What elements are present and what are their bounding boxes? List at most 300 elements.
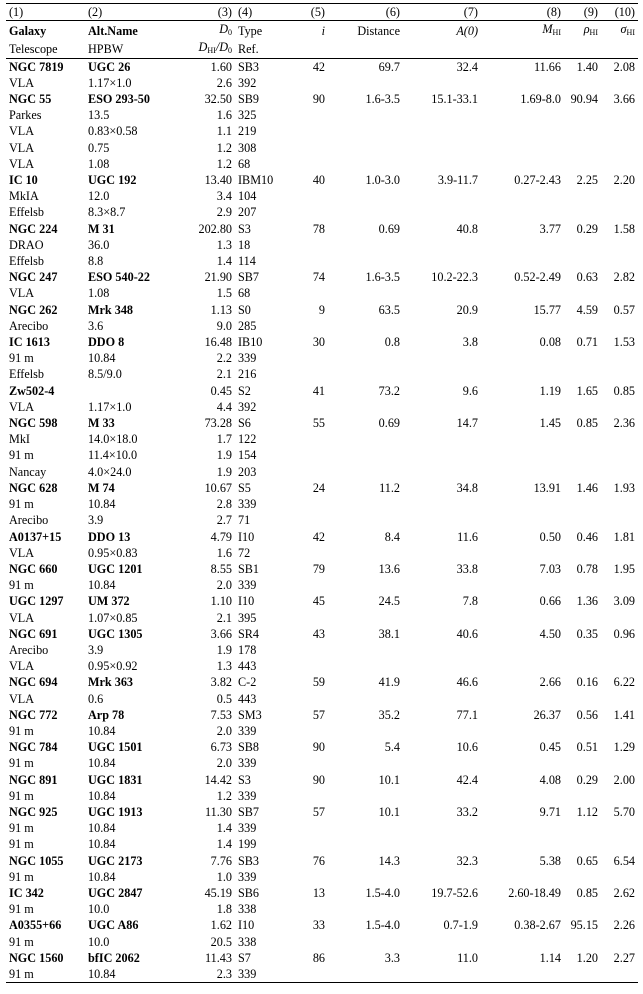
a0-value: 33.2 [456,804,478,819]
galaxy-name: NGC 224 [9,221,58,236]
telescope-name: 91 m [9,869,34,884]
galaxy-row [6,593,638,609]
header-row-1 [6,21,638,40]
empty-cell [328,366,403,382]
hpbw-value: 10.84 [88,869,116,884]
sigmahi-value: 5.70 [613,804,635,819]
dhi-d0-value: 1.6 [216,108,232,123]
galaxy-row [6,772,638,788]
mhi-value: 2.66 [539,675,561,690]
header-d0 [171,21,235,40]
empty-cell [481,237,564,253]
empty-cell [293,366,328,382]
a0-value: 3.8 [462,335,478,350]
empty-cell [293,253,328,269]
alt-name: UGC 1305 [88,626,143,641]
rhohi-value: 0.35 [576,626,598,641]
hpbw-value: 3.9 [88,642,104,657]
empty-cell [481,577,564,593]
empty-cell [601,788,638,804]
header-blank-7 [403,39,481,58]
galaxy-name: NGC 691 [9,626,58,641]
dhi-d0-value: 1.5 [216,286,232,301]
d0-value: 14.42 [204,772,232,787]
empty-cell [293,610,328,626]
sigmahi-value: 0.57 [613,302,635,317]
galaxy-name: IC 1613 [9,335,50,350]
header-blank-8 [481,39,564,58]
d0-value: 1.10 [210,594,232,609]
empty-cell [293,75,328,91]
empty-cell [601,545,638,561]
header-mhi [481,21,564,40]
header-inclination: i [321,24,325,39]
empty-cell [293,512,328,528]
d0-value: 21.90 [204,270,232,285]
inclination-value: 76 [312,853,325,868]
empty-cell [564,788,601,804]
empty-cell [564,237,601,253]
empty-cell [564,836,601,852]
empty-cell [293,966,328,983]
telescope-name: Arecibo [9,318,49,333]
galaxy-name: NGC 1560 [9,950,64,965]
galaxy-name: NGC 772 [9,707,58,722]
empty-cell [328,820,403,836]
d0-value: 11.30 [205,804,232,819]
distance-value: 35.2 [378,707,400,722]
empty-cell [328,496,403,512]
rhohi-value: 90.94 [570,92,598,107]
ref-value: 308 [238,140,257,155]
inclination-value: 78 [312,221,325,236]
sigmahi-value: 6.22 [613,675,635,690]
mhi-value: 7.03 [539,561,561,576]
empty-cell [564,820,601,836]
ref-value: 339 [238,351,257,366]
ref-value: 203 [238,464,257,479]
empty-cell [328,431,403,447]
empty-cell [481,447,564,463]
d0-value: 6.73 [210,740,232,755]
rhohi-value: 0.46 [576,529,598,544]
a0-value: 10.6 [456,740,478,755]
telescope-name: 91 m [9,723,34,738]
dhi-d0-value: 2.7 [216,513,232,528]
empty-cell [293,140,328,156]
empty-cell [564,431,601,447]
ref-value: 122 [238,432,257,447]
telescope-name: MkI [9,432,30,447]
empty-cell [403,107,481,123]
d0-value: 1.13 [210,302,232,317]
mhi-value: 0.50 [539,529,561,544]
ref-value: 219 [238,124,257,139]
galaxy-name: NGC 694 [9,675,58,690]
telescope-name: DRAO [9,237,44,252]
sigmahi-value: 0.96 [613,626,635,641]
empty-cell [328,204,403,220]
galaxy-name: NGC 1055 [9,853,64,868]
alt-name: M 31 [88,221,115,236]
empty-cell [328,788,403,804]
type-value: SB1 [238,561,260,576]
header-blank-10 [601,39,638,58]
observation-row [6,464,638,480]
empty-cell [481,658,564,674]
empty-cell [328,237,403,253]
telescope-name: Parkes [9,108,42,123]
alt-name: UGC 192 [88,173,137,188]
alt-name: UGC 26 [88,59,131,74]
col-num-7: (7) [403,4,481,21]
alt-name: UGC 1831 [88,772,143,787]
galaxy-row [6,674,638,690]
empty-cell [564,140,601,156]
dhi-d0-value: 1.2 [216,788,232,803]
empty-cell [328,610,403,626]
sigmahi-value: 2.26 [613,918,635,933]
empty-cell [328,836,403,852]
observation-row [6,869,638,885]
hpbw-value: 14.0×18.0 [88,432,138,447]
rhohi-value: 0.71 [576,335,598,350]
empty-cell [293,869,328,885]
ref-value: 71 [238,513,251,528]
hpbw-value: 10.84 [88,351,116,366]
galaxy-name: NGC 262 [9,302,58,317]
empty-cell [403,642,481,658]
empty-cell [601,691,638,707]
dhi-d0-value: 2.2 [216,351,232,366]
header-d0-sub: 0 [228,28,232,38]
alt-name: Mrk 348 [88,302,134,317]
empty-cell [328,464,403,480]
dhi-d0-value: 2.8 [216,497,232,512]
distance-value: 13.6 [378,561,400,576]
col-num-9: (9) [564,4,601,21]
empty-cell [328,755,403,771]
telescope-name: VLA [9,286,35,301]
galaxy-row [6,383,638,399]
observation-row [6,512,638,528]
galaxy-row [6,739,638,755]
mhi-value: 15.77 [533,302,561,317]
telescope-name: VLA [9,75,35,90]
telescope-name: VLA [9,545,35,560]
observation-row [6,642,638,658]
a0-value: 11.0 [457,950,478,965]
inclination-value: 41 [312,383,325,398]
type-value: SB3 [238,59,260,74]
dhi-d0-value: 1.3 [216,659,232,674]
observation-row [6,966,638,983]
empty-cell [601,610,638,626]
mhi-value: 1.14 [539,950,561,965]
empty-cell [481,366,564,382]
empty-cell [328,545,403,561]
empty-cell [481,350,564,366]
distance-value: 0.69 [378,221,400,236]
empty-cell [328,642,403,658]
d0-value: 7.76 [210,853,232,868]
sigmahi-value: 0.85 [613,383,635,398]
col-num-5: (5) [293,4,328,21]
mhi-value: 5.38 [539,853,561,868]
hpbw-value: 10.0 [88,934,110,949]
sigmahi-value: 3.66 [613,92,635,107]
empty-cell [564,366,601,382]
sigmahi-value: 1.81 [613,529,635,544]
empty-cell [481,723,564,739]
alt-name: M 33 [88,416,115,431]
telescope-name: 91 m [9,448,34,463]
sigmahi-value: 1.29 [613,740,635,755]
empty-cell [564,966,601,983]
sigmahi-value: 2.36 [613,416,635,431]
empty-cell [601,431,638,447]
mhi-value: 0.52-2.49 [514,270,561,285]
empty-cell [293,318,328,334]
col-num-2: (2) [85,4,171,21]
empty-cell [601,901,638,917]
empty-cell [481,140,564,156]
header-row-2 [6,39,638,58]
rhohi-value: 4.59 [576,302,598,317]
dhi-d0-value: 2.0 [216,578,232,593]
mhi-value: 0.38-2.67 [514,918,561,933]
d0-value: 3.66 [210,626,232,641]
type-value: SB7 [238,270,260,285]
telescope-name: VLA [9,691,35,706]
dhi-d0-value: 0.5 [216,691,232,706]
observation-row [6,836,638,852]
empty-cell [403,755,481,771]
inclination-value: 24 [312,480,325,495]
empty-cell [293,204,328,220]
mhi-value: 1.19 [539,383,561,398]
distance-value: 1.6-3.5 [365,270,400,285]
header-distance: Distance [357,24,400,39]
empty-cell [403,496,481,512]
ref-value: 392 [238,399,257,414]
d0-value: 73.28 [204,416,232,431]
telescope-name: VLA [9,399,35,414]
empty-cell [481,512,564,528]
galaxy-row [6,707,638,723]
empty-cell [601,966,638,983]
empty-cell [403,447,481,463]
telescope-name: 91 m [9,497,34,512]
ref-value: 339 [238,723,257,738]
mhi-value: 0.27-2.43 [514,173,561,188]
inclination-value: 40 [312,173,325,188]
empty-cell [601,350,638,366]
sigmahi-value: 2.62 [613,885,635,900]
empty-cell [403,512,481,528]
galaxy-row [6,529,638,545]
d0-value: 11.43 [205,950,232,965]
empty-cell [403,399,481,415]
galaxy-row [6,172,638,188]
telescope-name: 91 m [9,821,34,836]
telescope-name: Effelsb [9,367,44,382]
inclination-value: 13 [312,885,325,900]
empty-cell [293,934,328,950]
d0-value: 32.50 [204,92,232,107]
d0-value: 1.60 [210,59,232,74]
empty-cell [403,577,481,593]
empty-cell [328,156,403,172]
hpbw-value: 10.84 [88,723,116,738]
hpbw-value: 3.6 [88,318,104,333]
header-mhi-sub: HI [552,28,561,38]
header-blank-6 [328,39,403,58]
empty-cell [328,577,403,593]
dhi-d0-value: 1.1 [216,124,232,139]
type-value: C-2 [238,675,257,690]
mhi-value: 2.60-18.49 [508,885,561,900]
ref-value: 339 [238,497,257,512]
dhi-d0-value: 2.0 [216,723,232,738]
distance-value: 5.4 [384,740,400,755]
empty-cell [564,512,601,528]
empty-cell [403,869,481,885]
distance-value: 1.0-3.0 [365,173,400,188]
dhi-d0-value: 1.4 [216,837,232,852]
empty-cell [293,237,328,253]
empty-cell [293,107,328,123]
rhohi-value: 0.78 [576,561,598,576]
empty-cell [481,496,564,512]
mhi-value: 0.45 [539,740,561,755]
empty-cell [481,691,564,707]
empty-cell [564,188,601,204]
hpbw-value: 1.08 [88,286,110,301]
empty-cell [564,642,601,658]
d0-value: 4.79 [210,529,232,544]
empty-cell [481,755,564,771]
observation-row [6,934,638,950]
galaxy-name: NGC 925 [9,804,58,819]
observation-row [6,253,638,269]
empty-cell [601,140,638,156]
alt-name: UGC 1201 [88,561,143,576]
galaxy-name: NGC 660 [9,561,58,576]
mhi-value: 1.45 [539,416,561,431]
header-dhi-d0 [171,39,235,58]
empty-cell [481,188,564,204]
alt-name: Arp 78 [88,707,125,722]
header-telescope: Telescope [6,39,85,58]
alt-name: M 74 [88,480,115,495]
telescope-name: 91 m [9,788,34,803]
sigmahi-value: 1.53 [613,335,635,350]
alt-name: DDO 13 [88,529,131,544]
type-value: S3 [238,221,251,236]
mhi-value: 4.08 [539,772,561,787]
header-rhohi [564,21,601,40]
telescope-name: VLA [9,124,35,139]
empty-cell [403,75,481,91]
sigmahi-value: 6.54 [613,853,635,868]
empty-cell [601,496,638,512]
rhohi-value: 0.29 [576,772,598,787]
ref-value: 339 [238,756,257,771]
type-value: SR4 [238,626,260,641]
observation-row [6,658,638,674]
ref-value: 68 [238,156,251,171]
col-num-10: (10) [601,4,638,21]
ref-value: 207 [238,205,257,220]
empty-cell [403,820,481,836]
col-num-4: (4) [235,4,293,21]
empty-cell [564,496,601,512]
observation-row [6,820,638,836]
col-num-6: (6) [328,4,403,21]
ref-value: 285 [238,318,257,333]
header-ref: Ref. [235,39,293,58]
empty-cell [601,755,638,771]
mhi-value: 0.66 [539,594,561,609]
distance-value: 63.5 [378,302,400,317]
distance-value: 0.8 [384,335,400,350]
telescope-name: Arecibo [9,513,49,528]
empty-cell [564,464,601,480]
dhi-d0-value: 2.0 [216,756,232,771]
galaxy-row [6,302,638,318]
a0-value: 0.7-1.9 [443,918,478,933]
dhi-d0-value: 1.4 [216,821,232,836]
observation-row [6,350,638,366]
rhohi-value: 0.51 [576,740,598,755]
inclination-value: 90 [312,772,325,787]
empty-cell [403,723,481,739]
alt-name: Mrk 363 [88,675,134,690]
empty-cell [293,642,328,658]
hpbw-value: 10.84 [88,497,116,512]
a0-value: 9.6 [462,383,478,398]
empty-cell [601,318,638,334]
galaxy-name: NGC 7819 [9,59,64,74]
empty-cell [328,318,403,334]
empty-cell [481,610,564,626]
telescope-name: VLA [9,610,35,625]
observation-row [6,156,638,172]
sigmahi-value: 1.93 [613,480,635,495]
inclination-value: 33 [312,918,325,933]
galaxy-row [6,885,638,901]
alt-name: bfIC 2062 [88,950,140,965]
hpbw-value: 12.0 [88,189,110,204]
dhi-d0-value: 1.0 [216,869,232,884]
mhi-value: 26.37 [533,707,561,722]
empty-cell [403,788,481,804]
alt-name: UGC 1913 [88,804,143,819]
observation-row [6,75,638,91]
dhi-d0-value: 1.6 [216,545,232,560]
header-sigmahi-sub: HI [626,28,635,38]
header-alt-name: Alt.Name [88,24,138,39]
alt-name [85,383,171,399]
empty-cell [293,658,328,674]
inclination-value: 45 [312,594,325,609]
ref-value: 339 [238,788,257,803]
header-d0-main: D [219,22,228,37]
rhohi-value: 0.85 [576,416,598,431]
galaxy-row [6,334,638,350]
empty-cell [293,691,328,707]
